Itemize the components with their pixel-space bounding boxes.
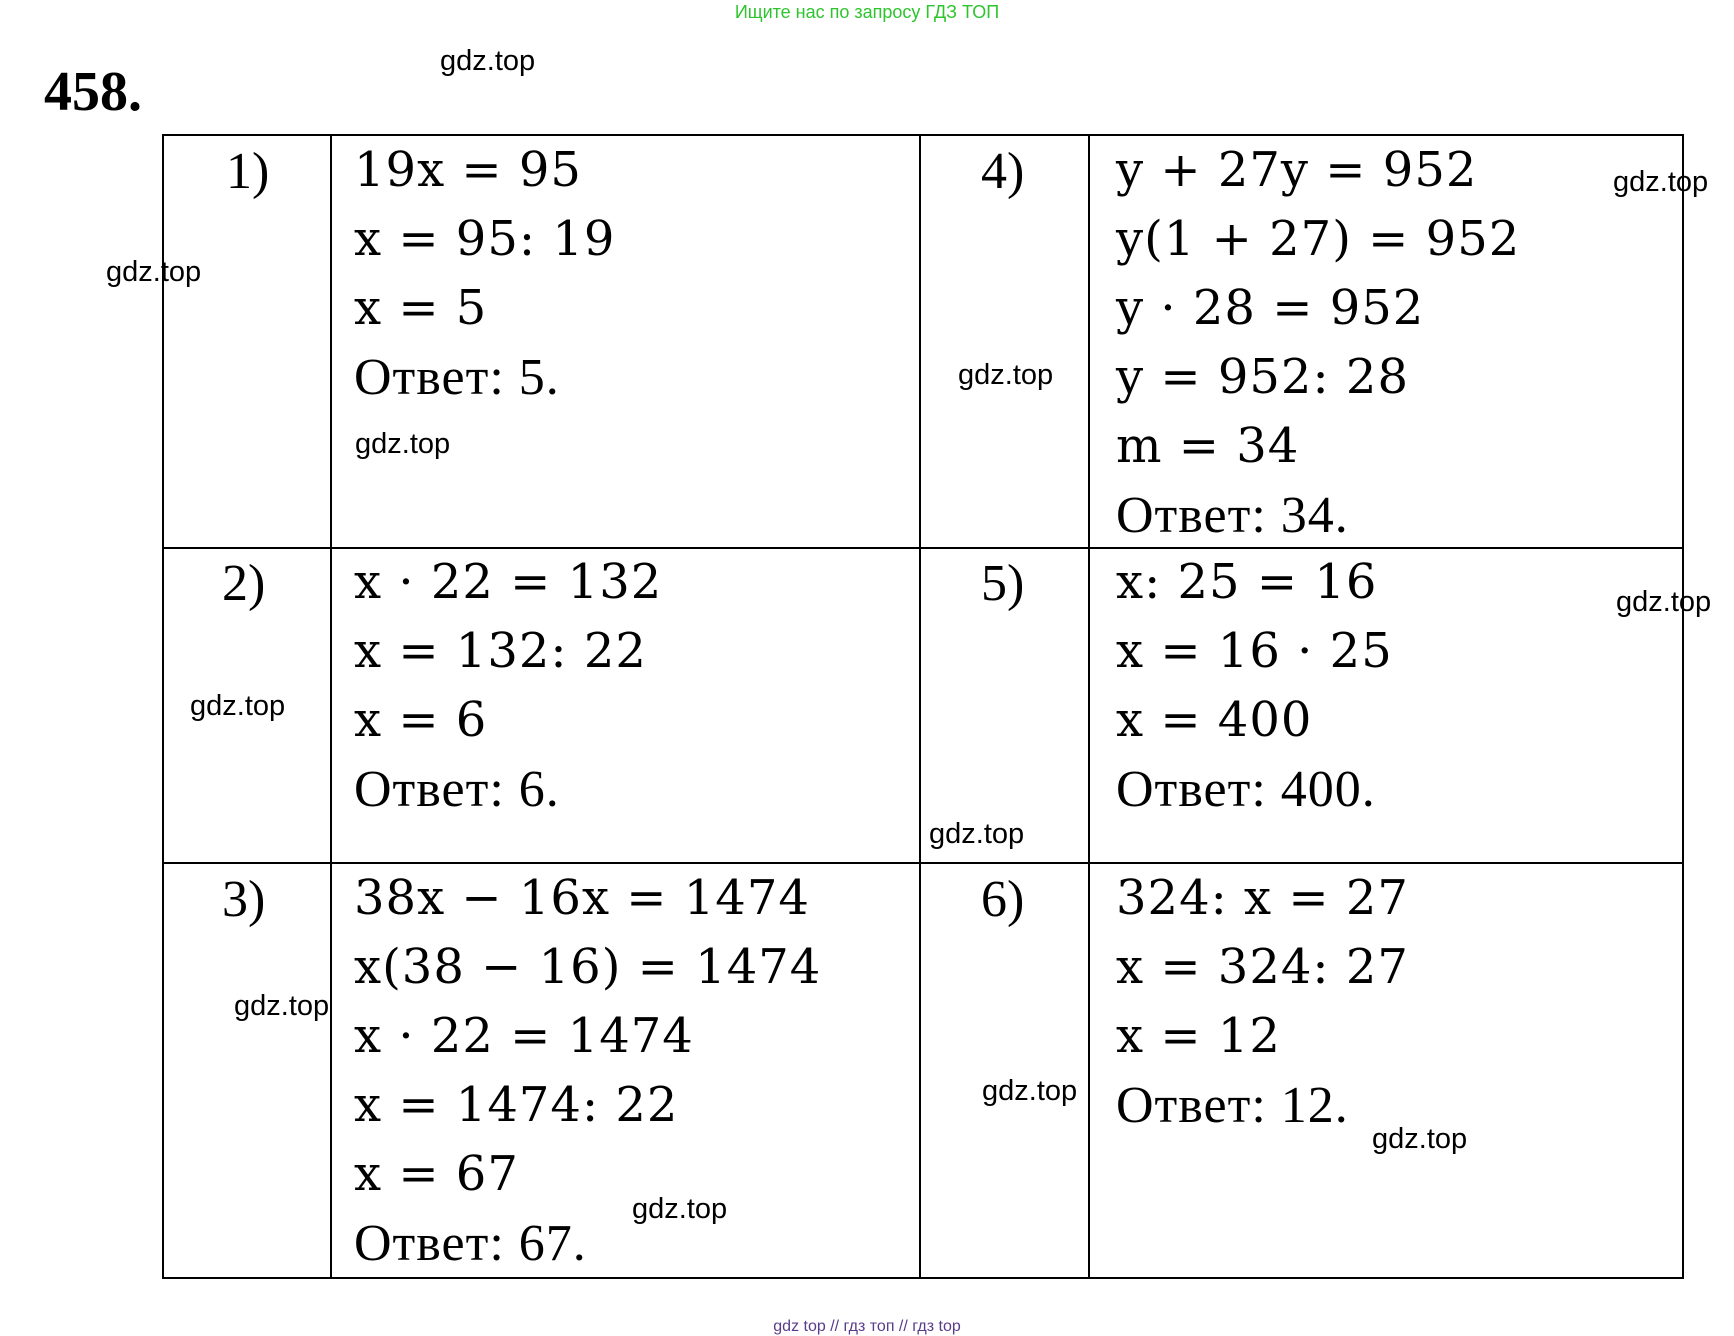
- watermark: gdz.top: [234, 990, 330, 1022]
- answer-line: Ответ: 6.: [354, 761, 560, 818]
- watermark: gdz.top: [355, 428, 451, 460]
- watermark: gdz.top: [1372, 1123, 1468, 1155]
- task-solution: [354, 548, 662, 824]
- top-banner: Ищите нас по запросу ГДЗ ТОП: [734, 2, 1000, 22]
- task-number: 1): [226, 143, 270, 200]
- equation-line: x = 324: 27: [1116, 939, 1409, 995]
- column-divider: [1088, 136, 1090, 1277]
- equation-line: y(1 + 27) = 952: [1116, 211, 1521, 267]
- equation-line: x(38 − 16) = 1474: [354, 939, 822, 995]
- answer-line: Ответ: 5.: [354, 349, 560, 406]
- watermark: gdz.top: [982, 1075, 1078, 1107]
- equation-line: x: 25 = 16: [1116, 554, 1378, 610]
- watermark: gdz.top: [929, 818, 1025, 850]
- equation-line: x = 16 · 25: [1116, 623, 1393, 679]
- problem-number: 458.: [44, 61, 142, 123]
- answer-line: Ответ: 400.: [1116, 761, 1376, 818]
- watermark: gdz.top: [1616, 586, 1712, 618]
- equation-line: x = 400: [1116, 692, 1313, 748]
- watermark: gdz.top: [440, 45, 536, 77]
- equation-line: y = 952: 28: [1116, 349, 1409, 405]
- equation-line: 324: x = 27: [1116, 870, 1409, 926]
- column-divider: [919, 136, 921, 1277]
- watermark: gdz.top: [106, 256, 202, 288]
- equation-line: x · 22 = 132: [354, 554, 663, 610]
- task-solution: [354, 136, 615, 412]
- watermark: gdz.top: [958, 359, 1054, 391]
- equation-line: x = 12: [1116, 1008, 1281, 1064]
- equation-line: 38x − 16x = 1474: [354, 870, 810, 926]
- task-number: 2): [222, 555, 266, 612]
- watermark: gdz.top: [632, 1193, 728, 1225]
- answer-line: Ответ: 34.: [1116, 487, 1349, 544]
- equation-line: x = 5: [354, 280, 488, 336]
- task-number: 3): [222, 871, 266, 928]
- task-number: 5): [981, 555, 1025, 612]
- equation-line: y · 28 = 952: [1116, 280, 1425, 336]
- task-solution: [1116, 864, 1409, 1140]
- task-number: 4): [981, 143, 1025, 200]
- task-solution: [1116, 136, 1520, 550]
- solution-table: [162, 134, 1684, 1279]
- answer-line: Ответ: 12.: [1116, 1077, 1349, 1134]
- footer-links: gdz top // гдз топ // гдз top: [773, 1318, 961, 1335]
- equation-line: 19x = 95: [354, 142, 582, 198]
- equation-line: y + 27y = 952: [1116, 142, 1478, 198]
- task-solution: [354, 864, 821, 1278]
- equation-line: x = 67: [354, 1146, 519, 1202]
- equation-line: x = 6: [354, 692, 488, 748]
- equation-line: x = 132: 22: [354, 623, 647, 679]
- watermark: gdz.top: [1613, 166, 1709, 198]
- equation-line: x = 95: 19: [354, 211, 616, 267]
- equation-line: x = 1474: 22: [354, 1077, 679, 1133]
- task-solution: [1116, 548, 1393, 824]
- equation-line: x · 22 = 1474: [354, 1008, 694, 1064]
- equation-line: m = 34: [1116, 418, 1300, 474]
- watermark: gdz.top: [190, 690, 286, 722]
- task-number: 6): [981, 871, 1025, 928]
- answer-line: Ответ: 67.: [354, 1215, 587, 1272]
- column-divider: [330, 136, 332, 1277]
